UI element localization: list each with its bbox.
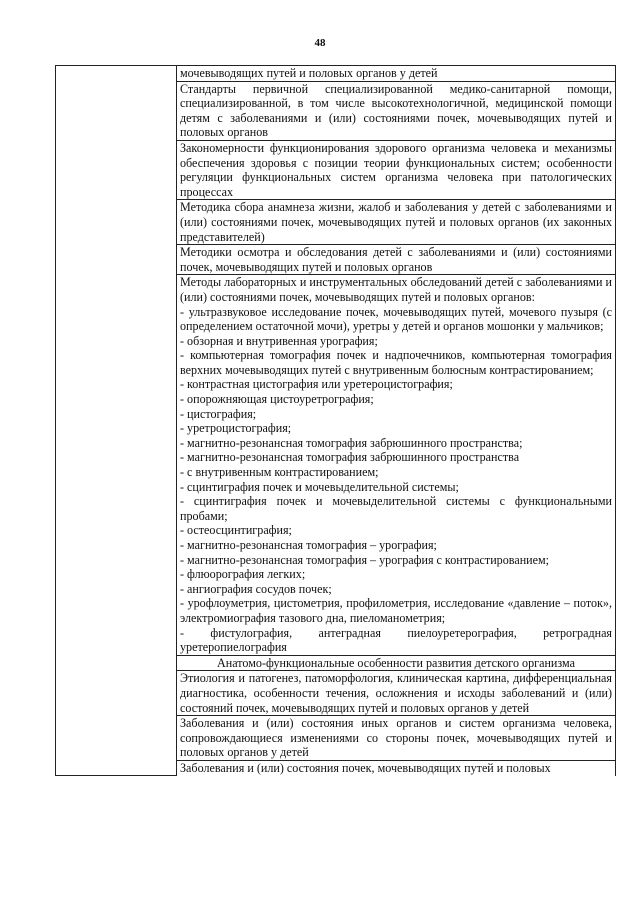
cell-text: Анатомо-функциональные особенности развития детского организма [217, 655, 575, 670]
list-item: - магнитно-резонансная томография забрюшинного пространства [180, 450, 520, 465]
list-item: - урофлоуметрия, цистометрия, профилометрия, исследование «давление – поток», электромиография тазового дна, пиеломанометрия; [180, 596, 612, 625]
table-cell [177, 140, 616, 199]
list-item: - обзорная и внутривенная урография; [180, 333, 378, 348]
list-item: - сцинтиграфия почек и мочевыделительной системы; [180, 479, 459, 494]
list-item: - опорожняющая цистоуретрография; [180, 392, 374, 407]
list-item: - с внутривенным контрастированием; [180, 465, 379, 480]
list-item: - сцинтиграфия почек и мочевыделительной системы с функциональными пробами; [180, 494, 612, 523]
list-item: - компьютерная томография почек и надпочечников, компьютерная томография верхних мочевыводящих путей с внутривенным болюсным контрастированием; [180, 348, 612, 377]
table-cell [177, 66, 616, 82]
list-item: - магнитно-резонансная томография – урография с контрастированием; [180, 552, 550, 567]
list-item: - остеосцинтиграфия; [180, 523, 292, 538]
list-item: - флюорография легких; [180, 567, 306, 582]
table-cell [177, 245, 616, 275]
requirements-table [55, 65, 616, 776]
table-row [56, 66, 616, 82]
list-item: - цистография; [180, 406, 257, 421]
table-cell-heading [177, 655, 616, 671]
cell-text: Методики осмотра и обследования детей с заболеваниями и (или) состояниями почек, мочевыводящих путей и половых органов [180, 245, 612, 274]
table-cell [177, 716, 616, 761]
list-item: - фистулография, антеградная пиелоуретерография, ретроградная уретеропиелография [180, 625, 612, 655]
list-item: - магнитно-резонансная томография забрюшинного пространства; [180, 435, 523, 450]
list-item: - магнитно-резонансная томография – урография; [180, 538, 437, 552]
table-cell [177, 760, 616, 775]
list-item: - ангиография сосудов почек; [180, 581, 332, 596]
table-cell [177, 81, 616, 140]
cell-text: Этиология и патогенез, патоморфология, клиническая картина, дифференциальная диагностика, особенности течения, осложнения и исходы заболеваний и (или) состояний почек, мочевыводящих путей и половых органов у детей [180, 671, 612, 715]
methods-intro: Методы лабораторных и инструментальных обследований детей с заболеваниями и (или) состояниями почек, мочевыводящих путей и половых органов: [180, 275, 612, 304]
list-item: - ультразвуковое исследование почек, мочевыводящих путей, мочевого пузыря (с определением остаточной мочи), уретры у детей и органов мошонки у мальчиков; [180, 304, 612, 334]
page-number: 48 [314, 37, 326, 49]
table-cell-methods [177, 275, 616, 655]
list-item: - уретроцистография; [180, 421, 292, 436]
cell-text: Стандарты первичной специализированной медико-санитарной помощи, специализированной, в том числе высокотехнологичной, медицинской помощи детям с заболеваниями и (или) состояниями почек, мочевыводящих путей и половых органов [180, 81, 612, 140]
cell-text: Заболевания и (или) состояния иных органов и систем организма человека, сопровождающиеся изменениями со стороны почек, мочевыводящих путей и половых органов у детей [180, 716, 612, 760]
cell-text: мочевыводящих путей и половых органов у детей [180, 66, 438, 80]
cell-text: Закономерности функционирования здорового организма человека и механизмы обеспечения здоровья с позиции теории функциональных систем; особенности регуляции функциональных систем организма человека при патологических процессах [180, 140, 612, 199]
cell-text: Методика сбора анамнеза жизни, жалоб и заболевания у детей с заболеваниями и (или) состояниями почек, мочевыводящих путей и половых органов (их законных представителей) [180, 200, 612, 244]
table-cell [177, 200, 616, 245]
cell-text: Заболевания и (или) состояния почек, мочевыводящих путей и половых [180, 760, 551, 775]
list-item: - контрастная цистография или уретероцистография; [180, 377, 453, 392]
table-cell [177, 671, 616, 716]
left-column-cell [56, 66, 177, 776]
